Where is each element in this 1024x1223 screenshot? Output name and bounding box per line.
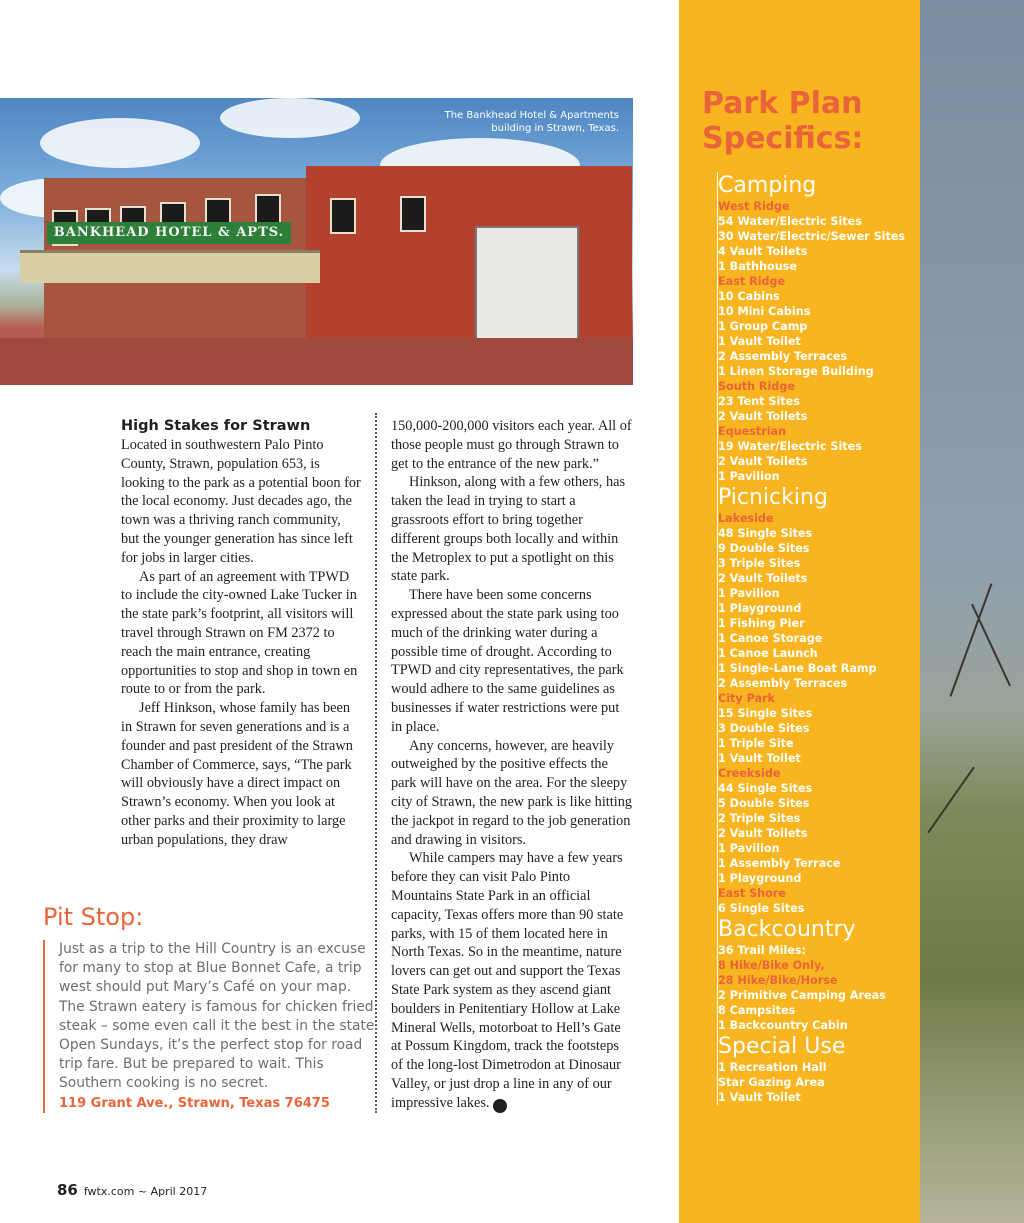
spec-item: 1 Bathhouse — [718, 260, 797, 273]
park-plan-title — [702, 86, 912, 156]
article-column-2 — [391, 417, 633, 1113]
hotel-awning — [20, 250, 320, 283]
photo-caption-line2: building in Strawn, Texas. — [491, 123, 619, 134]
park-spec-list — [717, 172, 918, 1105]
spec-item: 2 Assembly Terraces — [718, 350, 848, 363]
window — [330, 198, 356, 234]
pit-stop-box — [43, 940, 379, 1113]
spec-item: 1 Pavilion — [718, 842, 780, 855]
article-paragraph: Located in southwestern Palo Pinto County, Strawn, population 653, is looking to the park as a potential boon for the local economy. Just decades ago, the town was a thriving ranch community, but the younger generation has since left for jobs in larger cities. — [121, 437, 361, 566]
spec-item: 1 Canoe Storage — [718, 632, 823, 645]
spec-item: 2 Vault Toilets — [718, 410, 808, 423]
spec-item: 1 Vault Toilet — [718, 1091, 801, 1104]
spec-item: 1 Single-Lane Boat Ramp — [718, 662, 877, 675]
spec-item: 1 Group Camp — [718, 320, 808, 333]
garage-door — [475, 226, 579, 346]
adjacent-building — [306, 166, 632, 338]
spec-item: 1 Pavilion — [718, 587, 780, 600]
spec-item: 6 Single Sites — [718, 902, 805, 915]
spec-item: 1 Linen Storage Building — [718, 365, 874, 378]
spec-item: 1 Vault Toilet — [718, 335, 801, 348]
spec-subheading: East Shore — [718, 887, 786, 900]
article-paragraph — [391, 849, 633, 1112]
page-footer — [57, 1181, 207, 1199]
spec-item: 2 Primitive Camping Areas — [718, 989, 886, 1002]
spec-item: 1 Recreation Hall — [718, 1061, 827, 1074]
spec-section-heading: Picnicking — [718, 485, 828, 510]
window — [400, 196, 426, 232]
spec-item: 1 Pavilion — [718, 470, 780, 483]
park-plan-title-line2: Specifics: — [702, 121, 864, 156]
spec-item: 1 Triple Site — [718, 737, 794, 750]
spec-subheading: City Park — [718, 692, 775, 705]
spec-item: 5 Double Sites — [718, 797, 810, 810]
spec-item: 9 Double Sites — [718, 542, 810, 555]
spec-item: 4 Vault Toilets — [718, 245, 808, 258]
landscape-photo-strip — [920, 0, 1024, 1223]
photo-branch — [971, 604, 1011, 686]
spec-item: 8 Campsites — [718, 1004, 796, 1017]
spec-item: 1 Assembly Terrace — [718, 857, 841, 870]
spec-item: 1 Vault Toilet — [718, 752, 801, 765]
spec-item: 3 Double Sites — [718, 722, 810, 735]
pit-stop-address: 119 Grant Ave., Strawn, Texas 76475 — [59, 1095, 330, 1111]
photo-caption — [409, 109, 619, 135]
spec-subheading: Lakeside — [718, 512, 774, 525]
spec-item: 54 Water/Electric Sites — [718, 215, 862, 228]
hotel-sign: BANKHEAD HOTEL & APTS. — [47, 222, 291, 244]
pit-stop-title: Pit Stop: — [43, 903, 144, 931]
article-paragraph: Any concerns, however, are heavily outweighed by the positive effects the park will have on the area. For the sleepy city of Strawn, the new park is like hitting the jackpot in regard to the job generation and drawing in visitors. — [391, 737, 633, 848]
spec-item: 19 Water/Electric Sites — [718, 440, 862, 453]
footer-credit: fwtx.com ~ April 2017 — [83, 1185, 208, 1198]
bankhead-hotel-photo — [0, 98, 633, 385]
spec-subheading: West Ridge — [718, 200, 790, 213]
spec-item: 15 Single Sites — [718, 707, 813, 720]
spec-item: 10 Mini Cabins — [718, 305, 811, 318]
article-headline: High Stakes for Strawn — [121, 418, 311, 434]
spec-subheading: South Ridge — [718, 380, 795, 393]
photo-cloud — [220, 98, 360, 138]
article-paragraph: Jeff Hinkson, whose family has been in Strawn for seven generations and is a founder and past president of the Strawn Chamber of Commerce, says, “The park will obviously have a direct impact on Strawn’s economy. When you look at other parks and their proximity to large urban populations, they draw — [121, 700, 353, 848]
spec-subheading: 8 Hike/Bike Only, — [718, 959, 825, 972]
article-paragraph: As part of an agreement with TPWD to include the city-owned Lake Tucker in the state park’s footprint, all visitors will travel through Strawn on FM 2372 to reach the main entrance, creating opportunities to stop and shop in town en route to or from the park. — [121, 568, 358, 698]
spec-item: 3 Triple Sites — [718, 557, 801, 570]
fw-end-mark-icon: fw — [493, 1099, 507, 1113]
spec-item: Star Gazing Area — [718, 1076, 825, 1089]
pit-stop-text: Just as a trip to the Hill Country is an excuse for many to stop at Blue Bonnet Cafe, a trip west should put Mary’s Café on your map. The Strawn eatery is famous for chicken fried steak – some even call it the best in the state. Open Sundays, it’s the perfect stop for road trip fare. But be prepared to wait. This Southern cooking is no secret. — [59, 941, 379, 1092]
spec-item: 2 Vault Toilets — [718, 455, 808, 468]
photo-caption-line1: The Bankhead Hotel & Apartments — [444, 110, 619, 121]
spec-item: 1 Canoe Launch — [718, 647, 818, 660]
spec-subheading: 28 Hike/Bike/Horse — [718, 974, 838, 987]
spec-subheading: East Ridge — [718, 275, 786, 288]
spec-item: 2 Vault Toilets — [718, 572, 808, 585]
spec-item: 2 Assembly Terraces — [718, 677, 848, 690]
article-paragraph-text: While campers may have a few years before they can visit Palo Pinto Mountains State Park in an official capacity, Texas offers more than 90 state parks, with 15 of them located here in North Texas. So in the meantime, nature lovers can get out and support the Texas State Park system as they ascend giant boulders in Penitentiary Hollow at Lake Mineral Wells, motorboat to Hell’s Gate at Possum Kingdom, track the footsteps of the long-lost Dimetrodon at Dinosaur Valley, or just drop a line in any of our impressive lakes. — [391, 850, 624, 1111]
spec-subheading: Equestrian — [718, 425, 787, 438]
article-paragraph: There have been some concerns expressed about the state park using too much of the drinking water during a possible time of drought. According to TPWD and city representatives, the park would adhere to the same guidelines as businesses if water restrictions were put in place. — [391, 587, 624, 735]
spec-subheading: Creekside — [718, 767, 781, 780]
spec-section-heading: Backcountry — [718, 917, 856, 942]
spec-item: 2 Triple Sites — [718, 812, 801, 825]
spec-item: 1 Playground — [718, 602, 802, 615]
article-paragraph: 150,000-200,000 visitors each year. All of those people must go through Strawn to get to the entrance of the new park.” — [391, 418, 632, 472]
photo-branch — [927, 767, 975, 834]
street — [0, 338, 633, 385]
spec-item: 10 Cabins — [718, 290, 780, 303]
spec-item: 44 Single Sites — [718, 782, 813, 795]
spec-section-heading: Camping — [718, 173, 817, 198]
spec-item: 36 Trail Miles: — [718, 944, 807, 957]
spec-section-heading: Special Use — [718, 1034, 846, 1059]
spec-item: 2 Vault Toilets — [718, 827, 808, 840]
article-column-1 — [121, 417, 361, 850]
photo-branch — [950, 583, 993, 696]
photo-cloud — [40, 118, 200, 168]
spec-item: 30 Water/Electric/Sewer Sites — [718, 230, 906, 243]
spec-item: 1 Fishing Pier — [718, 617, 805, 630]
spec-item: 1 Backcountry Cabin — [718, 1019, 848, 1032]
spec-item: 23 Tent Sites — [718, 395, 800, 408]
page-number: 86 — [57, 1181, 78, 1199]
spec-item: 48 Single Sites — [718, 527, 813, 540]
article-paragraph: Hinkson, along with a few others, has taken the lead in trying to start a grassroots effort to bring together different groups both locally and within the Metroplex to put a spotlight on this state park. — [391, 474, 626, 585]
spec-item: 1 Playground — [718, 872, 802, 885]
park-plan-title-line1: Park Plan — [702, 86, 863, 121]
